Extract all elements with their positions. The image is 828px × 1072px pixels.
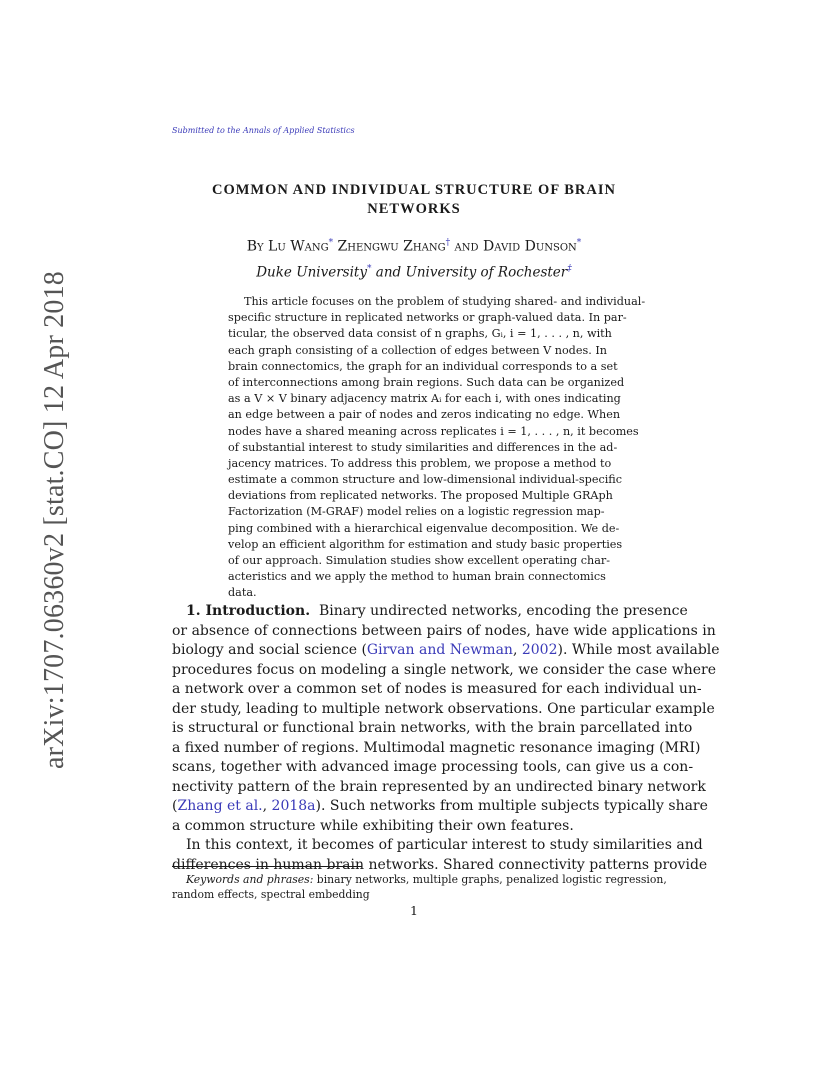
- text-run: ,: [262, 798, 272, 814]
- text-run: Binary undirected networks, encoding the presence: [318, 603, 688, 619]
- arxiv-identifier-stamp: arXiv:1707.06360v2 [stat.CO] 12 Apr 2018: [39, 271, 70, 769]
- abstract-line: This article focuses on the problem of studying shared- and individual-: [244, 295, 646, 308]
- author-name: David Dunson: [483, 238, 577, 255]
- affiliation-mark: *: [328, 238, 334, 248]
- abstract-line: an edge between a pair of nodes and zeros indicating no edge. When: [228, 408, 621, 422]
- text-line: is structural or functional brain networks, with the brain parcellated into: [172, 720, 693, 736]
- paper-title: [172, 181, 656, 219]
- text-line: nectivity pattern of the brain represented by an undirected binary network: [172, 778, 706, 795]
- affiliation-and: and: [371, 264, 406, 281]
- text-line: procedures focus on modeling a single network, we consider the case where: [172, 661, 717, 678]
- affiliation-name: Duke University: [256, 264, 367, 281]
- citation-link[interactable]: Zhang et al.: [177, 798, 263, 814]
- footnote-line: random effects, spectral embedding: [172, 888, 370, 901]
- and-label: and: [454, 238, 479, 255]
- abstract-line: of interconnections among brain regions. Such data can be organized: [228, 375, 625, 389]
- abstract-line: ping combined with a hierarchical eigenvalue decomposition. We de-: [228, 521, 620, 535]
- affiliations: [172, 259, 656, 283]
- abstract-line: velop an efficient algorithm for estimation and study basic properties: [228, 537, 623, 551]
- abstract-line: ticular, the observed data consist of n graphs, Gᵢ, i = 1, . . . , n, with: [228, 327, 612, 341]
- introduction-section: [172, 602, 720, 875]
- text-line: In this context, it becomes of particular interest to study similarities and: [186, 837, 703, 853]
- text-run: biology and social science (: [172, 642, 367, 658]
- by-label: By: [246, 238, 264, 255]
- abstract-line: jacency matrices. To address this problem, we propose a method to: [228, 456, 612, 470]
- keywords-footnote: [172, 872, 667, 902]
- abstract-line: Factorization (M-GRAF) model relies on a logistic regression map-: [228, 505, 605, 519]
- abstract: [228, 294, 646, 602]
- abstract-line: data.: [228, 586, 257, 600]
- keywords-text: binary networks, multiple graphs, penalized logistic regression,: [313, 873, 667, 886]
- text-run: ). Such networks from multiple subjects typically share: [315, 798, 708, 814]
- abstract-line: brain connectomics, the graph for an individual corresponds to a set: [228, 359, 618, 373]
- affiliation-name: University of Rochester: [405, 264, 568, 281]
- citation-year-link[interactable]: 2002: [521, 642, 558, 658]
- keywords-label: Keywords and phrases:: [186, 873, 314, 886]
- footnote-divider: [172, 866, 362, 867]
- text-line: der study, leading to multiple network observations. One particular example: [172, 700, 715, 717]
- text-line: scans, together with advanced image processing tools, can give us a con-: [172, 759, 694, 775]
- affiliation-mark: †: [445, 238, 451, 248]
- citation-year-link[interactable]: 2018a: [271, 798, 316, 814]
- text-line: differences in human brain networks. Shared connectivity patterns provide: [172, 856, 708, 873]
- text-line: [172, 641, 720, 661]
- text-line: a common structure while exhibiting their own features.: [172, 817, 574, 834]
- text-line: a fixed number of regions. Multimodal magnetic resonance imaging (MRI): [172, 739, 701, 756]
- abstract-line: acteristics and we apply the method to human brain connectomics: [228, 570, 606, 584]
- affiliation-mark: ‡: [567, 264, 572, 274]
- section-heading: 1. Introduction.: [186, 603, 311, 619]
- author-name: Zhengwu Zhang: [337, 238, 446, 255]
- submitted-header: Submitted to the Annals of Applied Statistics: [172, 126, 355, 135]
- text-run: (: [172, 798, 178, 814]
- abstract-line: nodes have a shared meaning across replicates i = 1, . . . , n, it becomes: [228, 424, 639, 438]
- author-name: Lu Wang: [268, 238, 329, 255]
- abstract-line: deviations from replicated networks. The proposed Multiple GRAph: [228, 489, 613, 503]
- abstract-line: specific structure in replicated networks or graph-valued data. In par-: [228, 311, 627, 325]
- abstract-line: estimate a common structure and low-dimensional individual-specific: [228, 473, 623, 487]
- title-line-1: COMMON AND INDIVIDUAL STRUCTURE OF BRAIN: [211, 182, 616, 198]
- title-line-2: NETWORKS: [367, 201, 461, 217]
- abstract-line: as a V × V binary adjacency matrix Aᵢ for each i, with ones indicating: [228, 392, 621, 406]
- text-line: [172, 602, 688, 622]
- text-run: ). While most available: [557, 642, 720, 658]
- affiliation-mark: *: [366, 264, 372, 274]
- text-line: or absence of connections between pairs of nodes, have wide applications in: [172, 622, 716, 639]
- affiliation-mark: *: [576, 238, 582, 248]
- text-run: ,: [512, 642, 522, 658]
- abstract-line: of substantial interest to study similarities and differences in the ad-: [228, 440, 618, 454]
- text-line: [172, 797, 708, 817]
- abstract-line: each graph consisting of a collection of edges between V nodes. In: [228, 343, 607, 357]
- citation-link[interactable]: Girvan and Newman: [366, 642, 513, 658]
- text-line: a network over a common set of nodes is measured for each individual un-: [172, 681, 702, 697]
- page-number: 1: [410, 903, 418, 918]
- abstract-line: of our approach. Simulation studies show excellent operating char-: [228, 554, 611, 567]
- footnote-line: [172, 872, 667, 887]
- author-list: [172, 233, 656, 257]
